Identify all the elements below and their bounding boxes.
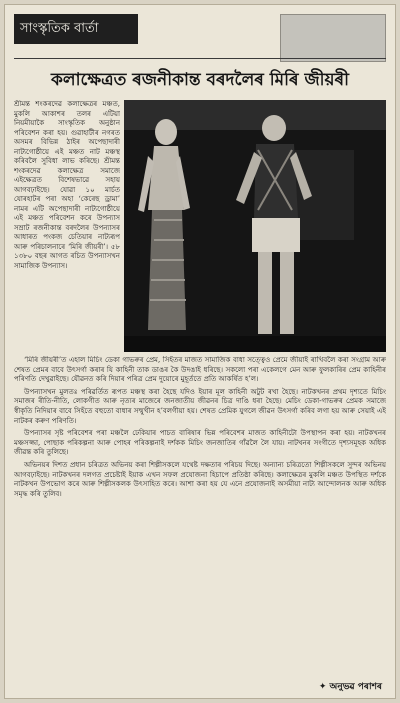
stage-photo: [124, 100, 386, 352]
article-body: [14, 356, 386, 676]
lead-column: শ্ৰীমন্ত শংকৰদেৱ কলাক্ষেত্ৰৰ মঞ্চত, মুকলি আকাশৰ তলৰ এটিয়া নিয়মীয়াকৈ সাংস্কৃতিক অনুষ্ঠান পৰিবেশন কৰা হয়। গুৱাহাটীৰ নগৰত অসমৰ বিভিন্ন ঠাইৰ অপেছাদাৰী নাট্যগোষ্ঠীয়ে এই মঞ্চত নাট মঞ্চস্থ কৰিবলৈ সুবিধা লাভ কৰিছে। শ্ৰীমন্ত শংকৰদেৱ কলাক্ষেত্ৰ সমাজে এইক্ষেত্ৰত বিশেষভাৱে সহায় আগবঢ়াইছে। যোৱা ১০ মাৰ্চত যোৰহাটৰ পৰা অহা ‘কেৰেছ ড্ৰামা’ নামৰ এটি অপেছাদাৰী নাট্যগোষ্ঠীয়ে এই মঞ্চত পৰিবেশন কৰে উপন্যাস সম্ৰাট ৰজনীকান্ত বৰদলৈৰ উপন্যাসৰ আধাৰত পংকজ চেতিয়াৰ নাট্যৰূপ আৰু পৰিচালনাৰে ‘মিৰি জীয়ৰী’। ৫৮ ১৩৮০ বছৰ আগত ৰচিত উপন্যাসখন সামাজিক উপন্যাস।: [14, 100, 120, 270]
header-rule: [14, 58, 386, 59]
body-paragraph: ‘মিৰি জীয়ৰী’ত এহাল মিচিং ডেকা গাভৰুৰ প্ৰেম, সিহঁতৰ মাজত সামাজিক বাধা সত্ত্বেও প্ৰেমে জীয়াই ৰাখিবলৈ কৰা সংগ্ৰাম আৰু শেষত প্ৰেমৰ বাবে উৎসৰ্গা কৰাৰ যি কাহিনী তাক ডাঙৰ কৈ উদঙাই ধৰিছে। সকলো পৰা একেলগে মেন আৰু ফুলকাৰিৰ প্ৰেম কাহিনীৰ পৰিণতি দেখুৱাইছে। যৌৱনত কৰি দিয়াৰ পৰিত্ৰ প্ৰেম দুয়োৰে মুহূৰ্ততে প্ৰতি আকৰ্ষিত হ’ল।: [14, 356, 386, 384]
newspaper-clipping: [4, 4, 396, 699]
section-tag: সাংস্কৃতিক বাৰ্তা: [14, 14, 138, 44]
body-paragraph: অভিনয়ৰ দিশত প্ৰধান চৰিত্ৰত অভিনয় কৰা শিল্পীসকলে যথেষ্ট দক্ষতাৰ পৰিচয় দিছে। অন্যান্য চৰিত্ৰতো শিল্পীসকলে সুন্দৰ অভিনয় আগবঢ়াইছে। নাটকখনৰ দলগত প্ৰচেষ্টাই ইয়াক এখন সফল প্ৰযোজনা হিচাপে প্ৰতিষ্ঠা কৰিছে। কলাক্ষেত্ৰৰ মুকলি মঞ্চত উপস্থিত দৰ্শকে নাটকখন উপভোগ কৰে আৰু শিল্পীসকলক উৎসাহিত কৰে। আশা কৰা হয় যে এনে প্ৰযোজনাই অসমীয়া নাট্য আন্দোলনক আৰু অধিক সমৃদ্ধ কৰি তুলিব।: [14, 460, 386, 498]
article-headline: কলাক্ষেত্ৰত ৰজনীকান্ত বৰদলৈৰ মিৰি জীয়ৰী: [51, 70, 349, 90]
header-gray-box: [280, 14, 386, 62]
body-paragraph: উপন্যাসৰ সৃষ্ট পৰিবেশৰ পৰা মঞ্চলৈ ঢেকিয়াৰ পাচত বাৰিষাৰ ভিন্ন পৰিবেশৰ মাজত কাহিনীটো উপস্থাপন কৰা হয়। নাটকখনৰ মঞ্চসজ্জা, পোছাক পৰিকল্পনা আৰু পোহৰ পৰিকল্পনাই দৰ্শকক মিচিং জনজাতিৰ গাঁৱলৈ লৈ যায়। নাটখনৰ সংগীতে দৃশ্যসমূহক অধিক জীৱন্ত কৰি তুলিছে।: [14, 429, 386, 457]
author-byline: ✦ অনুভৱ পৰাশৰ: [318, 682, 382, 692]
body-paragraph: উপন্যাসখন মুলতঃ পৰিৱৰ্তিত ৰূপত মঞ্চস্থ কৰা হৈছে যদিও ইয়াৰ মূল কাহিনী অটুট ৰখা হৈছে। নাটকখনৰ প্ৰথম দৃশ্যতে মিচিং সমাজৰ ৰীতি-নীতি, লোকগীত আৰু নৃত্যৰ মাজেৰে জনজাতীয় জীৱনৰ চিত্ৰ দাঙি ধৰা হৈছে। মেচিং ডেকা-গাভৰুৰ প্ৰেমক সমাজে স্বীকৃতি নিদিয়াৰ বাবে সিহঁতে বহুতো বাধাৰ সন্মুখীন হ’বলগীয়া হয়। শেষত প্ৰেমিক যুগলে জীৱন উৎসৰ্গা কৰিব লগা হয় আৰু সেয়াই এই নাটকৰ কৰুণ পৰিণতি।: [14, 387, 386, 425]
